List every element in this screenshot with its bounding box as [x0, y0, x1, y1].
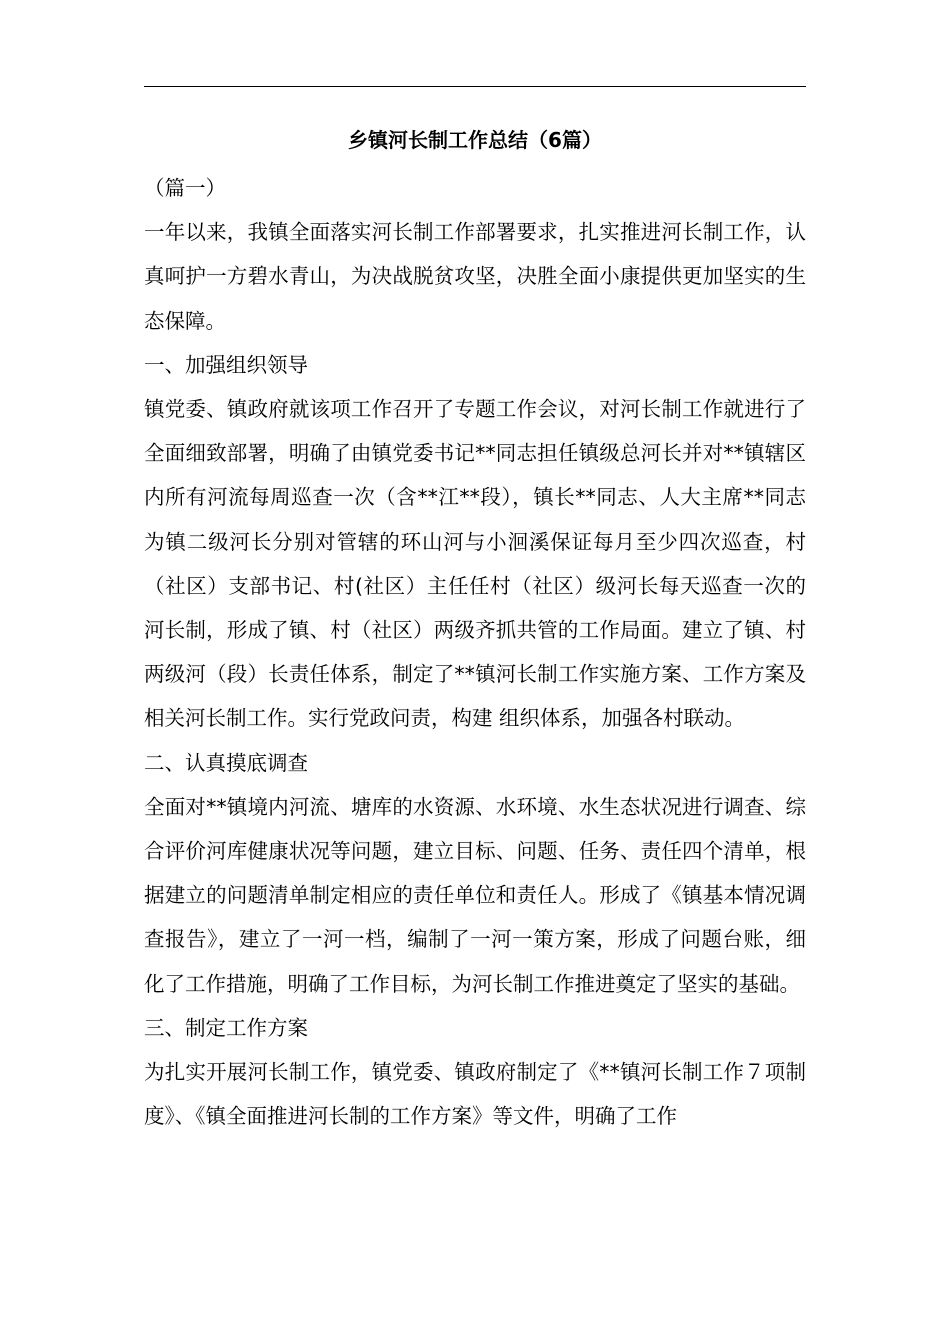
section-paragraph-2: 全面对**镇境内河流、塘库的水资源、水环境、水生态状况进行调查、综合评价河库健康状况等问题，建立目标、问题、任务、责任四个清单，根据建立的问题清单制定相应的责任单位和责任人。形成了《镇基本情况调查报告》，建立了一河一档，编制了一河一策方案，形成了问题台账，细化了工作措施，明确了工作目标，为河长制工作推进奠定了坚实的基础。 — [144, 794, 806, 996]
header-rule — [144, 86, 806, 87]
document-page — [144, 0, 806, 1344]
document-title: 乡镇河长制工作总结（6篇） — [348, 128, 602, 152]
section-heading-3: 三、制定工作方案 — [144, 1015, 308, 1040]
section-heading-2: 二、认真摸底调查 — [144, 750, 308, 775]
part-label: （篇一） — [144, 176, 226, 200]
document-body — [144, 166, 806, 1138]
section-paragraph-3: 为扎实开展河长制工作，镇党委、镇政府制定了《**镇河长制工作７项制度》、《镇全面推进河长制的工作方案》等文件，明确了工作 — [144, 1060, 806, 1129]
intro-paragraph: 一年以来，我镇全面落实河长制工作部署要求，扎实推进河长制工作，认真呵护一方碧水青山，为决战脱贫攻坚，决胜全面小康提供更加坚实的生态保障。 — [144, 220, 806, 333]
section-paragraph-1: 镇党委、镇政府就该项工作召开了专题工作会议，对河长制工作就进行了全面细致部署，明确了由镇党委书记**同志担任镇级总河长并对**镇辖区内所有河流每周巡查一次（含**江**段），镇长**同志、人大主席**同志为镇二级河长分别对管辖的环山河与小洄溪保证每月至少四次巡查，村（社区）支部书记、村(社区）主任任村（社区）级河长每天巡查一次的河长制，形成了镇、村（社区）两级齐抓共管的工作局面。建立了镇、村两级河（段）长责任体系，制定了**镇河长制工作实施方案、工作方案及相关河长制工作。实行党政问责，构建 组织体系，加强各村联动。 — [144, 397, 806, 731]
section-heading-1: 一、加强组织领导 — [144, 352, 308, 377]
